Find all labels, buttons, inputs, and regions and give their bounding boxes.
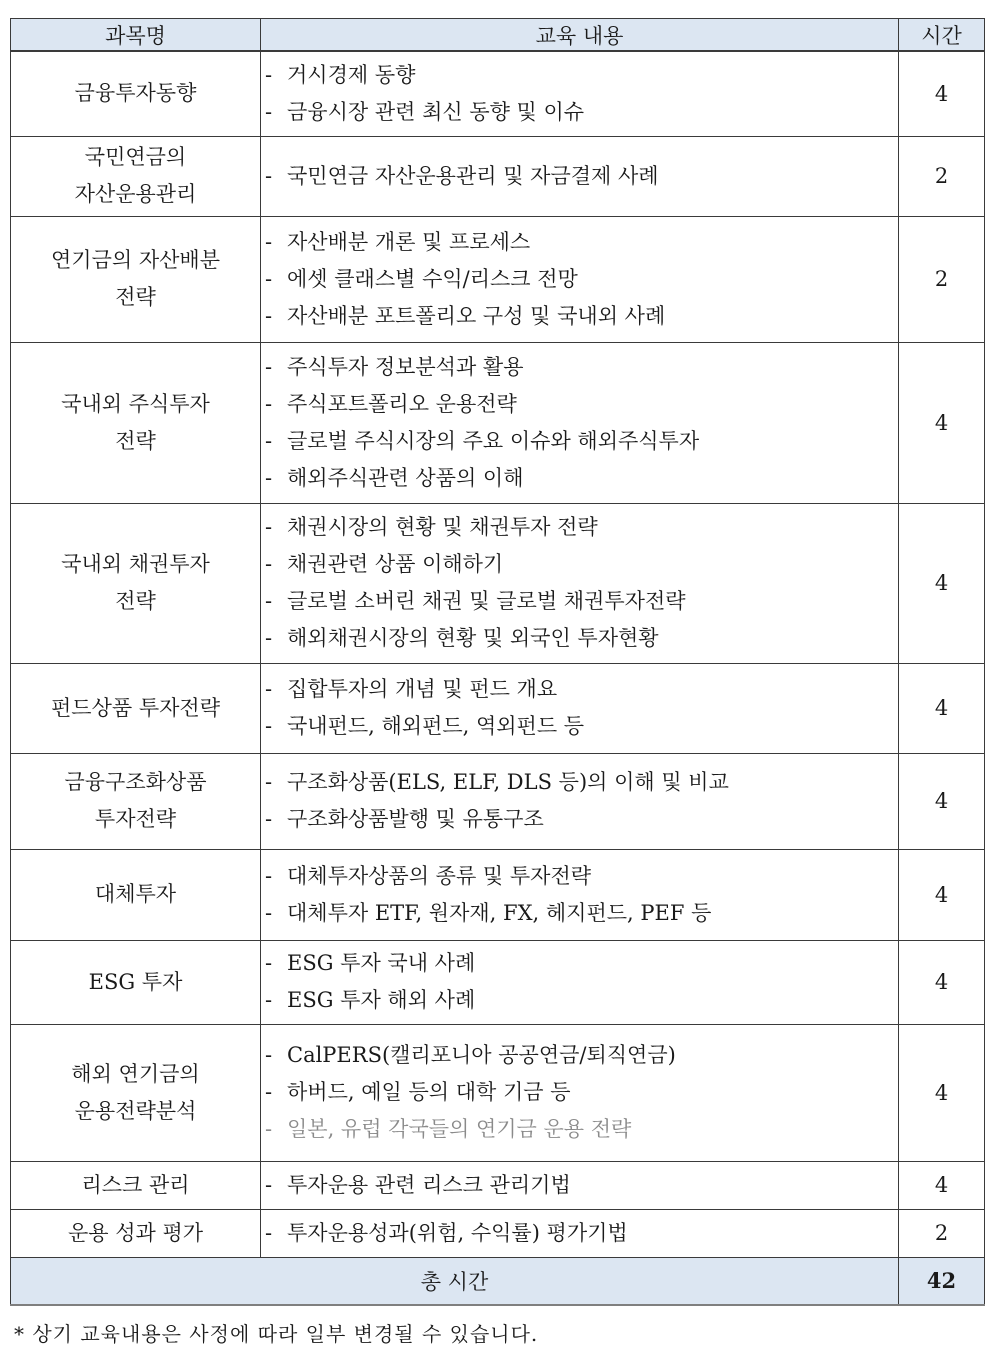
content-item-text: 글로벌 소버린 채권 및 글로벌 채권투자전략 bbox=[287, 589, 686, 613]
subject-line: 해외 연기금의 bbox=[71, 1061, 200, 1086]
content-item bbox=[265, 1074, 898, 1111]
content-item bbox=[265, 298, 898, 335]
content-item-text: 거시경제 동향 bbox=[287, 62, 416, 87]
bullet-dash-icon: - bbox=[265, 589, 273, 613]
content-item bbox=[265, 386, 898, 423]
content-cell bbox=[261, 503, 899, 663]
content-item-text: 투자운용성과(위험, 수익률) 평가기법 bbox=[287, 1220, 628, 1245]
content-item-text: 일본, 유럽 각국들의 연기금 운용 전략 bbox=[287, 1117, 632, 1141]
subject-cell bbox=[11, 216, 261, 342]
bullet-dash-icon: - bbox=[265, 163, 273, 188]
content-cell bbox=[261, 136, 899, 216]
content-cell bbox=[261, 663, 899, 753]
content-item bbox=[265, 509, 898, 546]
content-cell bbox=[261, 1161, 899, 1209]
table-body bbox=[11, 51, 985, 1257]
content-item-text: 구조화상품발행 및 유통구조 bbox=[287, 807, 544, 831]
subject-cell bbox=[11, 136, 261, 216]
bullet-dash-icon: - bbox=[265, 770, 273, 794]
content-item bbox=[265, 895, 898, 932]
subject-line: 연기금의 자산배분 bbox=[51, 248, 220, 272]
bullet-dash-icon: - bbox=[265, 807, 273, 831]
hours-cell: 2 bbox=[899, 1209, 985, 1257]
content-item-text: 하버드, 예일 등의 대학 기금 등 bbox=[287, 1080, 571, 1104]
content-item-text: 대체투자 ETF, 원자재, FX, 헤지펀드, PEF 등 bbox=[287, 900, 712, 925]
table-row bbox=[11, 51, 985, 136]
content-item bbox=[265, 620, 898, 657]
table-row bbox=[11, 940, 985, 1024]
subject-line: ESG 투자 bbox=[88, 969, 183, 994]
subject-cell bbox=[11, 753, 261, 849]
bullet-dash-icon: - bbox=[265, 428, 273, 453]
content-item bbox=[265, 1111, 898, 1148]
content-item-text: 채권관련 상품 이해하기 bbox=[287, 552, 504, 576]
table-row bbox=[11, 1209, 985, 1257]
total-value: 42 bbox=[899, 1257, 985, 1305]
content-item-text: 자산배분 포트폴리오 구성 및 국내외 사례 bbox=[287, 303, 666, 328]
content-cell bbox=[261, 51, 899, 136]
subject-cell bbox=[11, 503, 261, 663]
bullet-dash-icon: - bbox=[265, 391, 273, 416]
content-item bbox=[265, 460, 898, 497]
curriculum-table bbox=[10, 18, 985, 1306]
table-row bbox=[11, 342, 985, 503]
subject-line: 국내외 채권투자 bbox=[61, 552, 210, 576]
table-row bbox=[11, 753, 985, 849]
bullet-dash-icon: - bbox=[265, 677, 273, 701]
bullet-dash-icon: - bbox=[265, 951, 273, 975]
content-cell bbox=[261, 940, 899, 1024]
bullet-dash-icon: - bbox=[265, 552, 273, 576]
content-item-text: 해외주식관련 상품의 이해 bbox=[287, 465, 524, 490]
bullet-dash-icon: - bbox=[265, 62, 273, 87]
content-item bbox=[265, 349, 898, 386]
content-item-text: ESG 투자 해외 사례 bbox=[287, 988, 476, 1012]
content-item bbox=[265, 1167, 898, 1204]
subject-line: 금융투자동향 bbox=[74, 81, 197, 106]
hours-cell: 2 bbox=[899, 216, 985, 342]
table-row bbox=[11, 1024, 985, 1161]
subject-line: 전략 bbox=[115, 589, 156, 613]
hours-cell: 4 bbox=[899, 51, 985, 136]
content-item-text: CalPERS(캘리포니아 공공연금/퇴직연금) bbox=[287, 1043, 676, 1067]
bullet-dash-icon: - bbox=[265, 1172, 273, 1197]
content-item bbox=[265, 57, 898, 94]
content-item-text: 자산배분 개론 및 프로세스 bbox=[287, 229, 531, 254]
content-item bbox=[265, 801, 898, 838]
content-item bbox=[265, 158, 898, 195]
content-item bbox=[265, 945, 898, 982]
content-item bbox=[265, 224, 898, 261]
subject-line: 리스크 관리 bbox=[81, 1172, 190, 1197]
table-row bbox=[11, 663, 985, 753]
header-content: 교육 내용 bbox=[261, 19, 899, 52]
bullet-dash-icon: - bbox=[265, 1043, 273, 1067]
subject-cell bbox=[11, 51, 261, 136]
bullet-dash-icon: - bbox=[265, 229, 273, 254]
subject-cell bbox=[11, 1209, 261, 1257]
bullet-dash-icon: - bbox=[265, 1117, 273, 1141]
subject-line: 대체투자 bbox=[94, 882, 177, 906]
bullet-dash-icon: - bbox=[265, 99, 273, 124]
subject-line: 투자전략 bbox=[94, 807, 177, 831]
content-cell bbox=[261, 753, 899, 849]
hours-cell: 4 bbox=[899, 342, 985, 503]
content-item-text: 금융시장 관련 최신 동향 및 이슈 bbox=[287, 99, 585, 124]
total-row bbox=[11, 1257, 985, 1305]
subject-cell bbox=[11, 1024, 261, 1161]
subject-line: 금융구조화상품 bbox=[64, 770, 207, 794]
table-header-row bbox=[11, 19, 985, 52]
content-item bbox=[265, 1037, 898, 1074]
content-item-text: 국민연금 자산운용관리 및 자금결제 사례 bbox=[287, 163, 659, 188]
content-item-text: 대체투자상품의 종류 및 투자전략 bbox=[287, 863, 592, 888]
bullet-dash-icon: - bbox=[265, 354, 273, 379]
header-subject: 과목명 bbox=[11, 19, 261, 52]
hours-cell: 4 bbox=[899, 1161, 985, 1209]
subject-line: 국내외 주식투자 bbox=[61, 391, 210, 416]
subject-line: 전략 bbox=[115, 428, 156, 453]
hours-cell: 4 bbox=[899, 1024, 985, 1161]
subject-cell bbox=[11, 342, 261, 503]
table-row bbox=[11, 849, 985, 940]
content-item bbox=[265, 423, 898, 460]
hours-cell: 4 bbox=[899, 503, 985, 663]
bullet-dash-icon: - bbox=[265, 626, 273, 650]
footnote: * 상기 교육내용은 사정에 따라 일부 변경될 수 있습니다. bbox=[14, 1322, 539, 1346]
subject-cell bbox=[11, 663, 261, 753]
content-item bbox=[265, 261, 898, 298]
content-cell bbox=[261, 216, 899, 342]
subject-line: 자산운용관리 bbox=[74, 182, 197, 206]
content-item bbox=[265, 764, 898, 801]
content-item bbox=[265, 858, 898, 895]
table-row bbox=[11, 1161, 985, 1209]
bullet-dash-icon: - bbox=[265, 1080, 273, 1104]
bullet-dash-icon: - bbox=[265, 266, 273, 291]
bullet-dash-icon: - bbox=[265, 863, 273, 888]
content-item bbox=[265, 1215, 898, 1252]
bullet-dash-icon: - bbox=[265, 515, 273, 539]
content-cell bbox=[261, 1024, 899, 1161]
subject-line: 운용전략분석 bbox=[74, 1098, 197, 1123]
subject-cell bbox=[11, 940, 261, 1024]
subject-cell bbox=[11, 1161, 261, 1209]
content-item bbox=[265, 982, 898, 1019]
subject-line: 전략 bbox=[115, 285, 156, 309]
subject-line: 펀드상품 투자전략 bbox=[51, 695, 220, 720]
content-item bbox=[265, 546, 898, 583]
content-item bbox=[265, 94, 898, 131]
content-cell bbox=[261, 342, 899, 503]
hours-cell: 2 bbox=[899, 136, 985, 216]
content-item-text: 투자운용 관련 리스크 관리기법 bbox=[287, 1172, 571, 1197]
bullet-dash-icon: - bbox=[265, 900, 273, 925]
subject-line: 운용 성과 평가 bbox=[67, 1220, 204, 1245]
content-item-text: 주식투자 정보분석과 활용 bbox=[287, 354, 524, 379]
content-item-text: 해외채권시장의 현황 및 외국인 투자현황 bbox=[287, 626, 659, 650]
bullet-dash-icon: - bbox=[265, 465, 273, 490]
hours-cell: 4 bbox=[899, 940, 985, 1024]
bullet-dash-icon: - bbox=[265, 1220, 273, 1245]
total-label: 총 시간 bbox=[11, 1257, 899, 1305]
content-item-text: ESG 투자 국내 사례 bbox=[287, 951, 476, 975]
header-hours: 시간 bbox=[899, 19, 985, 52]
content-cell bbox=[261, 849, 899, 940]
bullet-dash-icon: - bbox=[265, 714, 273, 738]
content-cell bbox=[261, 1209, 899, 1257]
content-item-text: 국내펀드, 해외펀드, 역외펀드 등 bbox=[287, 714, 585, 738]
content-item bbox=[265, 671, 898, 708]
bullet-dash-icon: - bbox=[265, 988, 273, 1012]
table-row bbox=[11, 136, 985, 216]
content-item-text: 채권시장의 현황 및 채권투자 전략 bbox=[287, 515, 598, 539]
hours-cell: 4 bbox=[899, 849, 985, 940]
content-item-text: 글로벌 주식시장의 주요 이슈와 해외주식투자 bbox=[287, 428, 700, 453]
table-row bbox=[11, 503, 985, 663]
subject-line: 국민연금의 bbox=[84, 145, 187, 169]
bullet-dash-icon: - bbox=[265, 303, 273, 328]
content-item bbox=[265, 583, 898, 620]
table-row bbox=[11, 216, 985, 342]
hours-cell: 4 bbox=[899, 753, 985, 849]
content-item-text: 구조화상품(ELS, ELF, DLS 등)의 이해 및 비교 bbox=[287, 770, 729, 794]
subject-cell bbox=[11, 849, 261, 940]
hours-cell: 4 bbox=[899, 663, 985, 753]
content-item-text: 집합투자의 개념 및 펀드 개요 bbox=[287, 677, 558, 701]
content-item-text: 주식포트폴리오 운용전략 bbox=[287, 391, 517, 416]
content-item bbox=[265, 708, 898, 745]
content-item-text: 에셋 클래스별 수익/리스크 전망 bbox=[287, 266, 578, 291]
